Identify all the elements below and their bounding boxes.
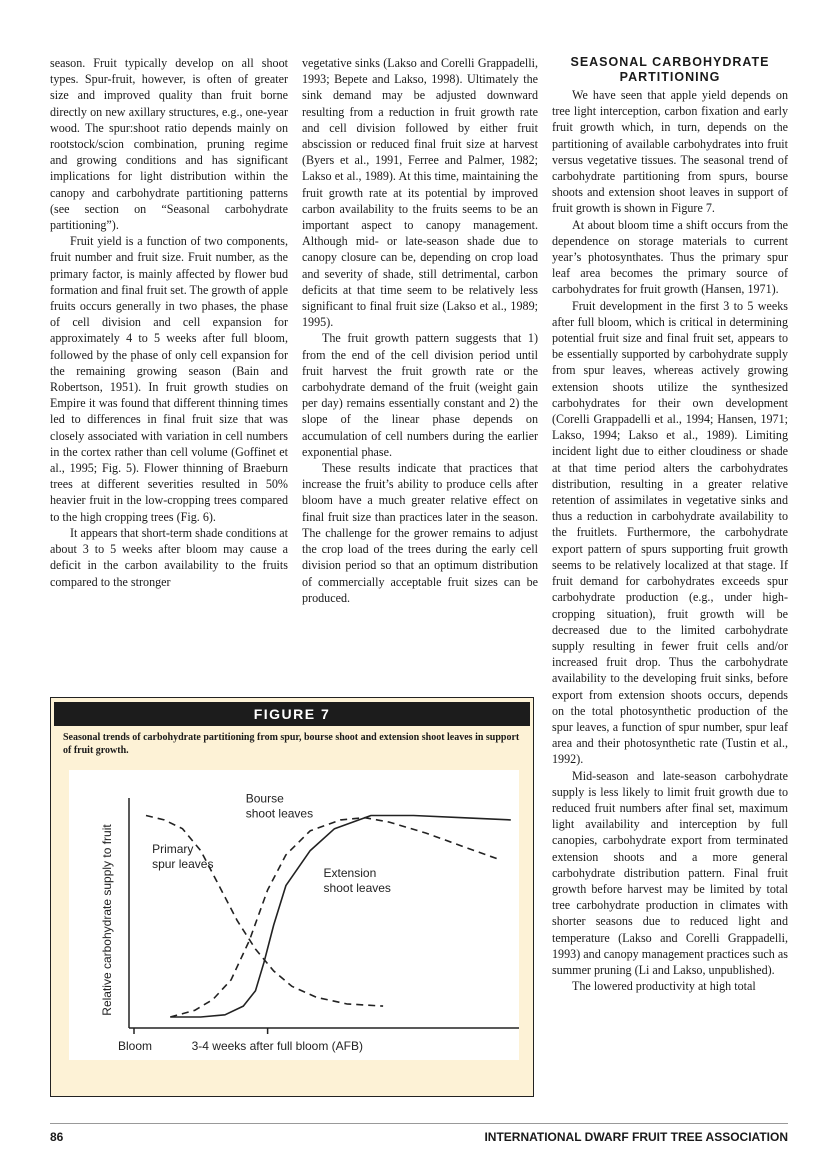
section-heading: SEASONAL CARBOHYDRATE PARTITIONING xyxy=(570,55,770,84)
series-annotation: shoot leaves xyxy=(323,880,391,895)
paragraph: The fruit growth pattern suggests that 1) from the end of the cell division period until fruit harvest the fruit growth rate or the carbohydrate demand of the fruit (weight gain per day) remains essentially constant and 2) the slope of the linear phase depends on accumulation of cell numbers during the earlier exponential phase. xyxy=(302,331,538,459)
figure-7-box xyxy=(50,697,534,1097)
paragraph: These results indicate that practices that increase the fruit’s ability to produce cells after bloom have a much greater relative effect on final fruit size than practices later in the season. The challenge for the grower remains to adjust the crop load of the trees during the early cell division period so that an optimum distribution of commercially acceptable fruit sizes can be produced. xyxy=(302,461,538,605)
x-tick-label: Bloom xyxy=(118,1039,153,1053)
text-column-2 xyxy=(302,55,538,606)
paragraph: At about bloom time a shift occurs from the dependence on storage materials to current year’s photosynthates. Thus the primary spur leaf area becomes the primary source of carbohydrates for fruit growth (Hansen, 1971). xyxy=(552,217,788,297)
paragraph: Mid-season and late-season carbohydrate supply is less likely to limit fruit growth due to reduced fruit numbers after final set, maximum light availability and interception by full canopies, carbohydrate export from terminated extension shoots and a more general carbohydrate distribution pattern. Final fruit growth before harvest may be limited by total tree carbohydrate production in climates with shorter seasons due to reduced light and temperature (Lakso and Corelli Grappadelli, 1993) and canopy management practices such as summer pruning (Li and Lakso, unpublished). xyxy=(552,768,788,977)
figure-caption: Seasonal trends of carbohydrate partitioning from spur, bourse shoot and extension shoot leaves in support of fruit growth. xyxy=(63,732,520,756)
paragraph: Fruit development in the first 3 to 5 weeks after full bloom, which is critical in determining potential fruit size and final fruit set, appears to be essentially supported by carbohydrate supply from spur leaves, whereas actively growing extension shoots utilize the synthesized carbohydrates for their own development (Corelli Grappadelli et al., 1994; Hansen, 1971; Lakso, 1994; Lakso et al., 1989). Limiting incident light due to either cloudiness or shade at that time period alters the carbohydrates distribution, resulting in a greater relative retention of assimilates in vegetative sinks and thus a reduction in carbohydrate availability to the fruitlets. Furthermore, the carbohydrate export pattern of spurs supporting fruit growth seems to be relatively localized at that stage. If fruit demand for carbohydrates exceeds spur carbohydrate production (e.g., under high-cropping situation), fruit growth will be decreased due to the limited carbohydrate supply resulting in fewer fruit cells and/or increased fruit drop. Thus the carbohydrate availability to the developing fruit sinks, before export from extension shoots occurs, depends on the total photosynthetic production of the spur leaves, a function of spur number, spur leaf area and their photosynthetic rate (Tustin et al., 1992). xyxy=(552,298,788,767)
paragraph: The lowered productivity at high total xyxy=(572,979,756,994)
footer-divider xyxy=(50,1123,788,1124)
x-tick-label: 3-4 weeks after full bloom (AFB) xyxy=(191,1039,364,1053)
line-chart xyxy=(69,770,519,1060)
series-annotation: Bourse xyxy=(245,791,284,806)
journal-name: INTERNATIONAL DWARF FRUIT TREE ASSOCIATION xyxy=(484,1130,788,1144)
chart-area xyxy=(69,770,519,1060)
page-number: 86 xyxy=(50,1130,64,1144)
text-column-3 xyxy=(552,55,788,994)
series-annotation: shoot leaves xyxy=(245,806,314,821)
paragraph: vegetative sinks (Lakso and Corelli Grappadelli, 1993; Bepete and Lakso, 1998). Ultimately the sink demand may be adjusted downward resulting from a reduction in fruit growth rate and cell division followed by either fruit abscission or reduced final fruit size at harvest (Byers et al., 1991, Ferree and Palmer, 1982; Lakso et al., 1989). At this time, maintaining the fruit growth rate at its potential by improved carbon availability to the fruits seems to be an important aspect to canopy management. Although mid- or late-season shade due to canopy closure can be, depending on crop load and severity of shade, still detrimental, carbon deficits at that time seem to be relatively less significant to final fruit size (Lakso et al., 1989; 1995). xyxy=(302,56,538,330)
series-line-2 xyxy=(170,818,498,1017)
series-annotation: Primary xyxy=(152,841,194,856)
paragraph: It appears that short-term shade conditions at about 3 to 5 weeks after bloom may cause a deficit in the carbon availability to the fruits compared to the stronger xyxy=(50,525,288,589)
series-annotation: Extension xyxy=(323,865,377,880)
y-axis-label: Relative carbohydrate supply to fruit xyxy=(100,824,114,1016)
paragraph: season. Fruit typically develop on all shoot types. Spur-fruit, however, is often of greater size and improved quality than fruit borne directly on new axillary structures, e.g., one-year wood. The spur:shoot ratio depends mainly on rootstock/scion combination, pruning regime and growing conditions and has significant implications for light distribution within the canopy and carbohydrate partitioning patterns (see section on “Seasonal carbohydrate partitioning”). xyxy=(50,56,288,233)
paragraph: We have seen that apple yield depends on tree light interception, carbon fixation and early fruit growth which, in turn, depends on the partitioning of available carbohydrates into fruit versus vegetative tissues. The seasonal trend of carbohydrate partitioning from spurs, bourse shoots and extension shoot leaves in support of fruit growth is shown in Figure 7. xyxy=(552,88,788,216)
figure-label: FIGURE 7 xyxy=(54,702,530,726)
text-column-1 xyxy=(50,55,288,590)
series-annotation: spur leaves xyxy=(152,856,214,871)
paragraph: Fruit yield is a function of two components, fruit number and fruit size. Fruit number, as the primary factor, is mainly affected by flower bud formation and final fruit set. The growth of apple fruits occurs generally in two phases, the phase of cell division and cell expansion for approximately 4 to 5 weeks after full bloom, followed by the phase of only cell expansion for the remaining growing season (Bain and Robertson, 1951). In fruit growth studies on Empire it was found that different thinning times led to differences in final fruit size that was closely associated with variation in cell numbers in the cortex rather than cell volume (Goffinet et al., 1995; Fig. 5). Flower thinning of Braeburn trees at different severities resulted in 50% heavier fruit in the low-cropping trees compared to the high cropping trees (Fig. 6). xyxy=(50,234,288,524)
